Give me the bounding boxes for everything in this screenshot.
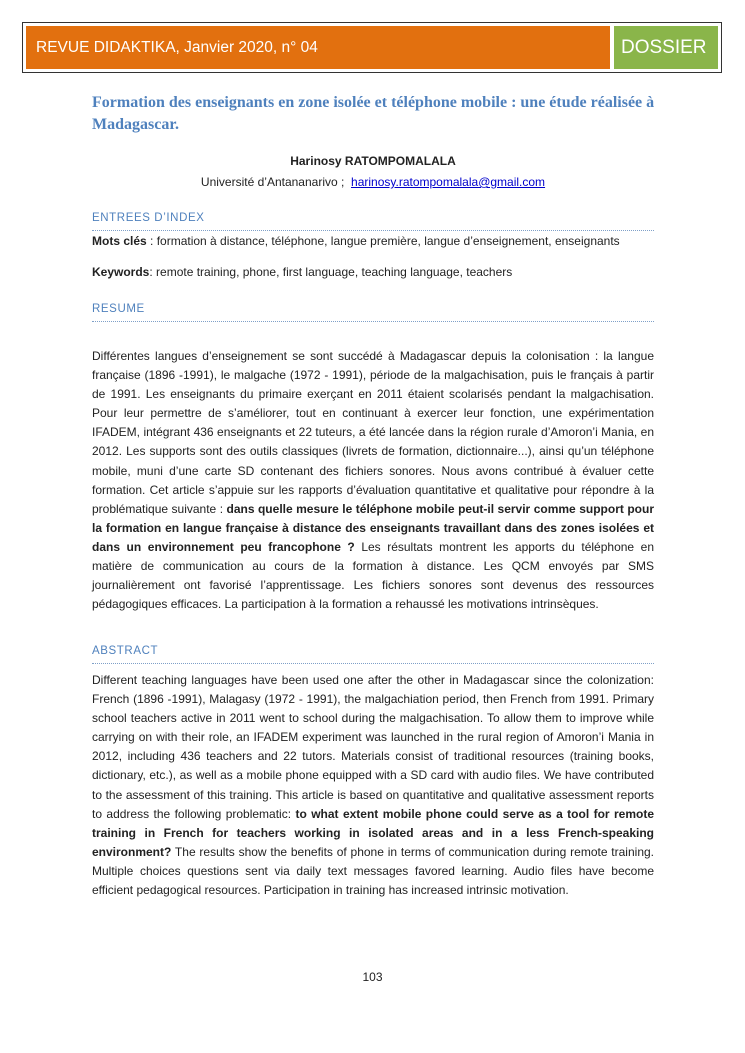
section-label: DOSSIER xyxy=(614,26,718,69)
abstract-question: to what extent mobile phone could serve as a tool for remote training in French for teachers working in isolated areas and in a less French-speaking environment? xyxy=(92,806,654,859)
mots-cles-label: Mots clés xyxy=(92,234,147,248)
mots-cles xyxy=(92,234,654,248)
abstract-text-2: The results show the benefits of phone in terms of communication during remote training. Multiple choices questions sent via daily text messages favored learning. Audio files have become efficient pedagogical resources. Participation in training has increased intrinsic motivation. xyxy=(92,844,654,898)
keywords-text: : remote training, phone, first language, teaching language, teachers xyxy=(149,265,513,279)
resume-question: dans quelle mesure le téléphone mobile peut-il servir comme support pour la formation en langue française à distance des enseignants travaillant dans des zones isolées et dans un environnement peu francophone ? xyxy=(92,501,654,554)
keywords-label: Keywords xyxy=(92,265,150,279)
resume-text-2: Les résultats montrent les apports du téléphone en matière de communication au cours de la formation à distance. Les QCM envoyés par SMS journalièrement ont favorisé l’apprentissage. Les fichiers sonores sont devenus des ressources pédagogiques efficaces. La participation à la formation a rehaussé les motivations intrinsèques. xyxy=(92,539,654,612)
abstract-paragraph xyxy=(92,671,654,900)
abstract-text-1: Different teaching languages have been used one after the other in Madagascar since the colonization: French (1896 -1991), Malagasy (1972 - 1991), the malgachiation period, then French from 1991. Primary school teachers active in 2011 went to school during the malgachisation. To allow them to improve while carrying on with their role, an IFADEM experiment was launched in the rural region of Amoron’i Mania in 2012, including 436 teachers and 22 tutors. Materials consist of traditional resources (training books, dictionary, etc.), as well as a mobile phone equipped with a SD card with audio files. We have contributed to the assessment of this training. This article is based on quantitative and qualitative assessment reports to address the following problematic: xyxy=(92,673,654,821)
author-affiliation xyxy=(92,175,654,189)
resume-text-1: Différentes langues d’enseignement se sont succédé à Madagascar depuis la colonisation : la langue française (1896 -1991), le malgache (1972 - 1991), période de la malgachisation, puis le français à partir de 1991. Les enseignants du primaire exerçant en 2011 étaient scolarisés pendant la malgachisation. Pour leur permettre de s’améliorer, tout en continuant à exercer leur fonction, une expérimentation IFADEM, intégrant 436 enseignants et 22 tuteurs, a été lancée dans la région rurale d’Amoron’i Mania, en 2012. Les supports sont des outils classiques (livrets de formation, dictionnaire...), ainsi qu’un téléphone mobile, muni d’une carte SD contenant des fichiers sonores. Nous avons contribué à évaluer cette formation. Cet article s’appuie sur les rapports d’évaluation quantitative et qualitative pour répondre à la problématique suivante : xyxy=(92,349,654,516)
abstract-heading: ABSTRACT xyxy=(92,645,654,664)
author-email-link[interactable]: harinosy.ratompomalala@gmail.com xyxy=(351,175,546,189)
mots-cles-text: : formation à distance, téléphone, langue première, langue d’enseignement, enseignants xyxy=(146,234,620,248)
author-name: Harinosy RATOMPOMALALA xyxy=(290,154,456,168)
resume-heading: RESUME xyxy=(92,303,654,322)
index-heading: ENTREES D’INDEX xyxy=(92,212,654,231)
keywords xyxy=(92,265,654,279)
university: Université d’Antananarivo ; xyxy=(200,175,345,189)
page-number: 103 xyxy=(362,970,383,984)
journal-title: REVUE DIDAKTIKA, Janvier 2020, n° 04 xyxy=(26,26,610,69)
journal-header xyxy=(22,22,722,73)
article-title: Formation des enseignants en zone isolée et téléphone mobile : une étude réalisée à Madagascar. xyxy=(92,94,655,133)
resume-paragraph xyxy=(92,347,654,614)
